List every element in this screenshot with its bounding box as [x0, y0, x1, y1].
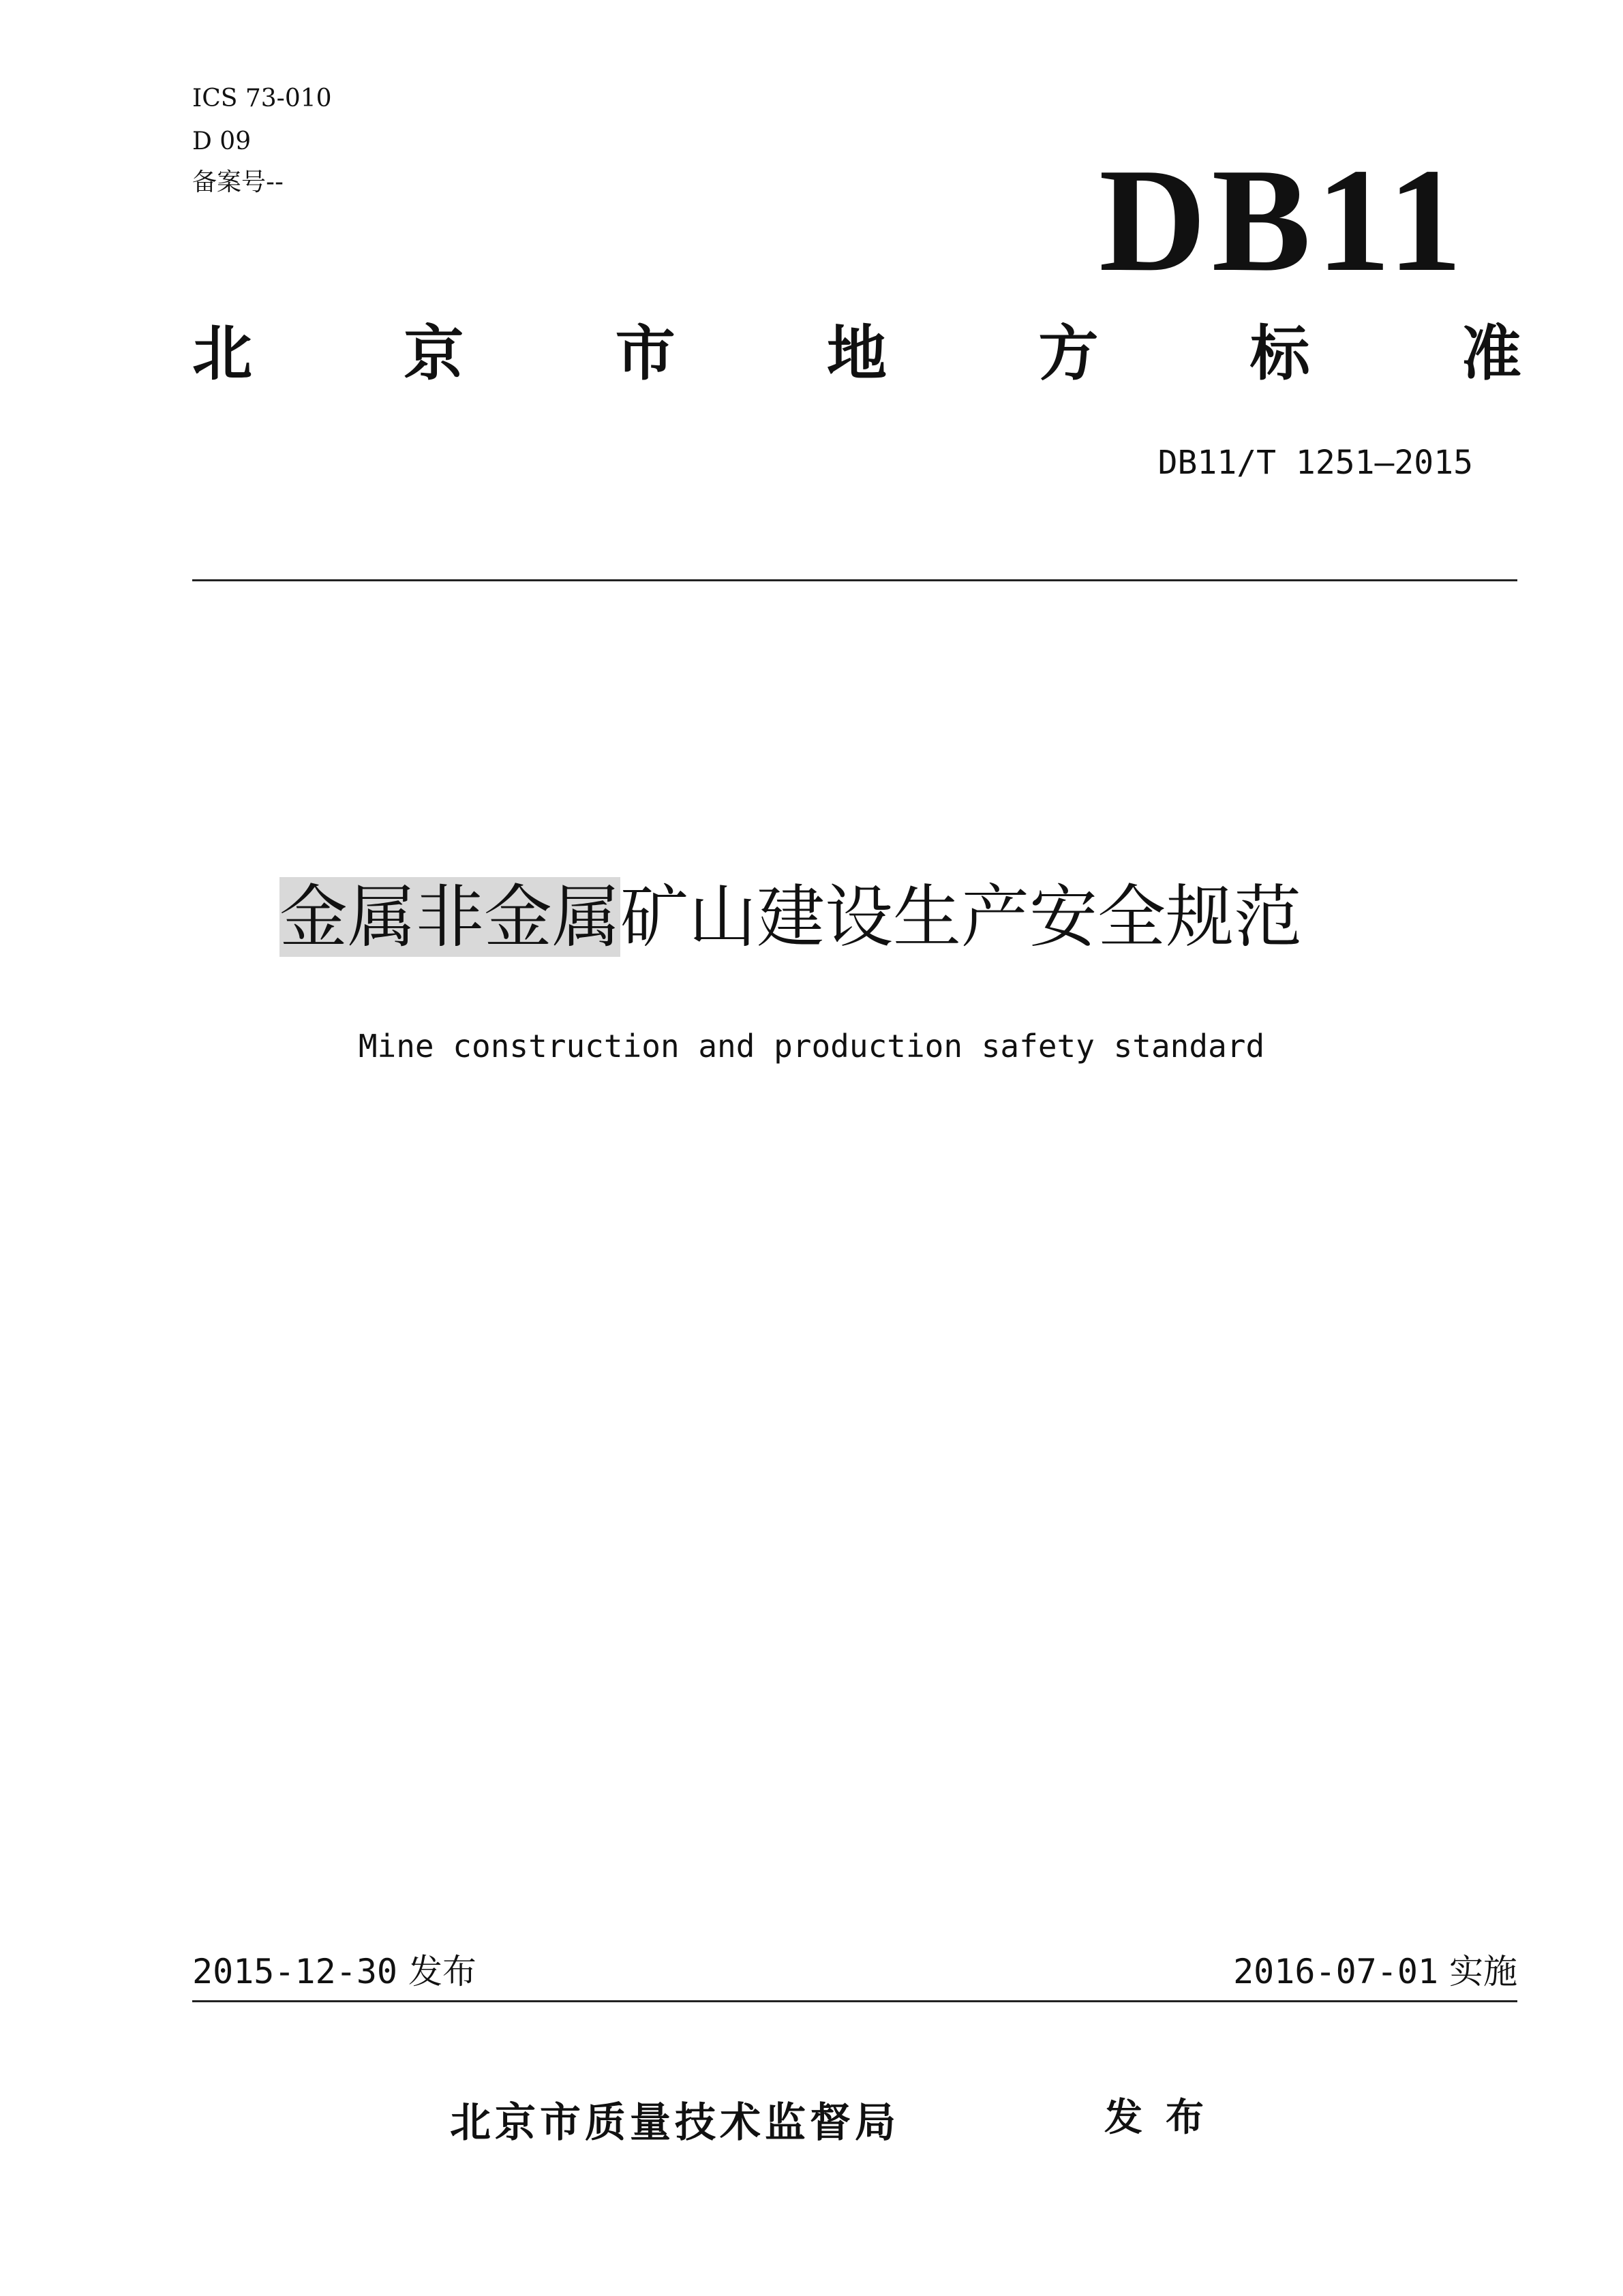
effective-label: 实施	[1449, 1952, 1517, 1991]
standard-type-char: 市	[615, 318, 676, 388]
document-title-zh	[279, 879, 1302, 955]
standard-type-heading	[192, 318, 1521, 388]
standard-type-char: 准	[1461, 318, 1521, 388]
issued-date-block	[192, 1952, 476, 1991]
standard-type-char: 北	[192, 318, 253, 388]
document-title-en: Mine construction and production safety standard	[358, 1028, 1265, 1065]
footer-divider	[192, 2000, 1517, 2002]
issued-date: 2015-12-30	[192, 1952, 398, 1991]
ics-code: ICS 73-010	[192, 85, 332, 112]
title-rest-text: 矿山建设生产安全规范	[620, 877, 1302, 957]
effective-date: 2016-07-01	[1233, 1952, 1439, 1991]
publish-verb: 发布	[1104, 2096, 1227, 2140]
standard-type-char: 标	[1249, 318, 1310, 388]
header-divider	[192, 579, 1517, 581]
issued-label: 发布	[408, 1952, 476, 1991]
filing-number: 备案号--	[192, 168, 284, 196]
ccs-code: D 09	[192, 127, 252, 155]
standard-number: DB11/T 1251—2015	[1157, 444, 1473, 482]
db11-logo: DB11	[1099, 138, 1468, 303]
effective-date-block	[1233, 1952, 1517, 1991]
standard-type-char: 京	[404, 318, 464, 388]
publisher-name: 北京市质量技术监督局	[450, 2099, 900, 2147]
standard-type-char: 方	[1038, 318, 1099, 388]
standard-type-char: 地	[826, 318, 887, 388]
title-highlighted-text: 金属非金属	[279, 877, 620, 957]
